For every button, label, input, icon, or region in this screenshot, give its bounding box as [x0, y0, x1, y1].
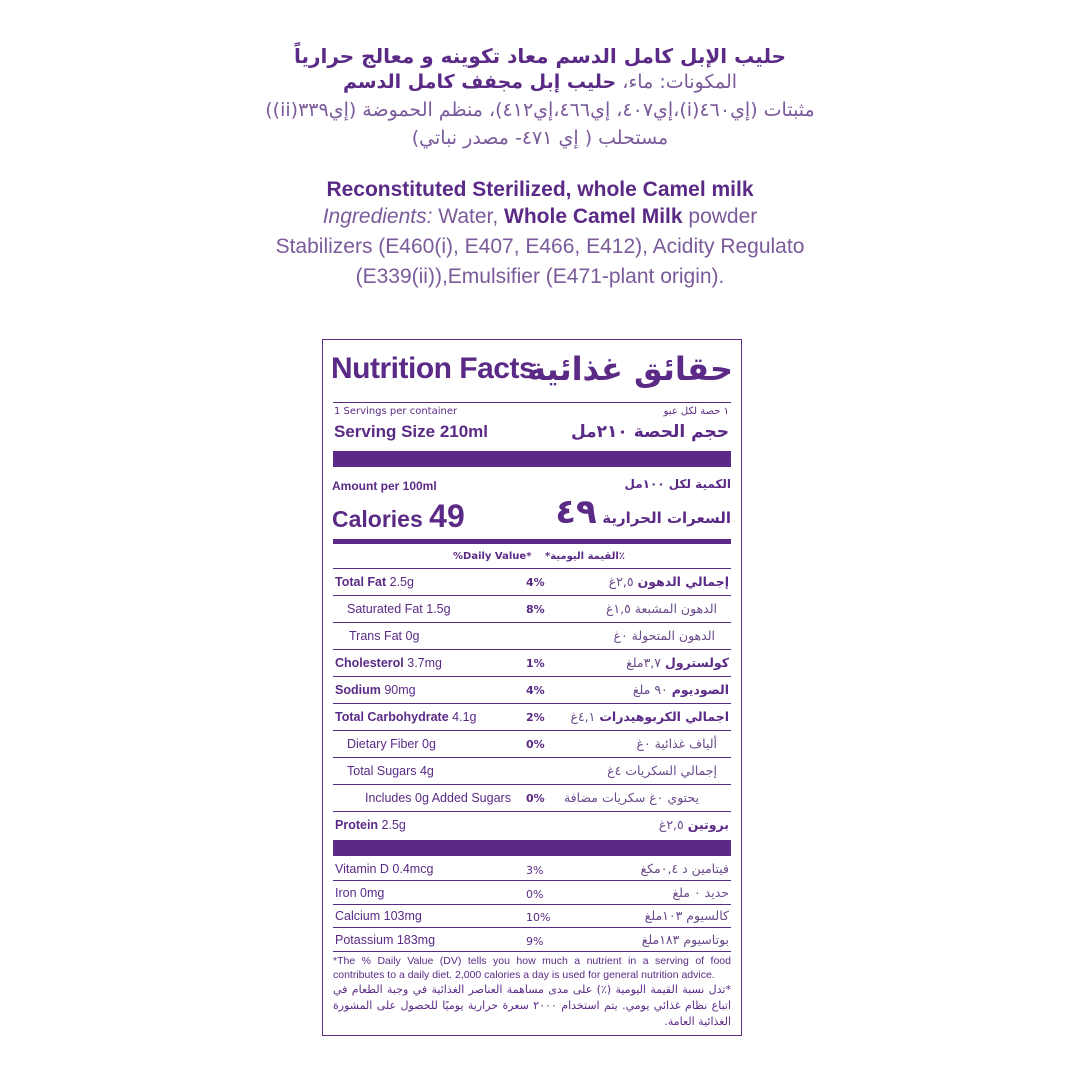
calories-value-ar: ٤٩ — [555, 492, 597, 532]
nutrient-label-ar — [609, 574, 729, 589]
nutrient-daily-value: 0% — [526, 792, 545, 805]
nutrient-label-en — [365, 791, 511, 805]
calories-label-ar: السعرات الحرارية — [602, 509, 731, 527]
servings-per-container-en: 1 Servings per container — [334, 406, 458, 417]
nutrient-row — [333, 650, 731, 677]
vitamin-label-en: Iron 0mg — [335, 885, 385, 900]
nutrient-name-ar: اجمالي الكربوهيدرات — [599, 709, 729, 724]
vitamin-label-en: Vitamin D 0.4mcg — [335, 862, 434, 876]
nutrient-label-ar — [633, 682, 729, 697]
vitamin-label-ar: فيتامين د ٠,٤مكغ — [640, 861, 729, 876]
thick-divider — [333, 451, 731, 467]
daily-value-header-en: %Daily Value* — [453, 551, 532, 562]
row-divider — [333, 951, 731, 952]
servings-per-container-ar: ١ حصة لكل عبو — [663, 406, 729, 417]
calories-label-en: Calories — [332, 506, 423, 532]
panel-title-ar: حقائق غذائية — [527, 350, 733, 388]
serving-size-en: Serving Size 210ml — [334, 422, 489, 441]
nutrient-row — [333, 731, 731, 758]
nutrient-amount-en: Saturated Fat 1.5g — [347, 602, 451, 616]
vitamin-row — [333, 882, 731, 905]
vitamin-label-en: Potassium 183mg — [335, 932, 436, 947]
nutrient-amount-ar: ٣,٧ملغ — [626, 655, 665, 670]
nutrient-amount-ar: الدهون المتحولة ٠غ — [613, 628, 715, 643]
nutrient-label-ar — [659, 817, 729, 832]
amount-per-ar: الكمية لكل ١٠٠مل — [624, 477, 731, 491]
nutrient-amount-ar: ٢,٥غ — [658, 817, 688, 832]
vitamin-row — [333, 929, 731, 952]
nutrient-label-ar — [626, 655, 729, 670]
arabic-stabilizers-line: مثبتات (إي٤٦٠(i)،إي٤٠٧، إي٤٦٦،إي٤١٢)، منظم الحموضة (إي٣٣٩(ii)) — [265, 99, 815, 121]
nutrient-name-ar: كولسترول — [664, 655, 729, 670]
arabic-ingredients-milk: حليب إبل مجفف كامل الدسم — [342, 71, 617, 93]
nutrient-daily-value: 4% — [526, 576, 545, 589]
arabic-emulsifier-line: مستحلب ( إي ٤٧١- مصدر نباتي) — [411, 127, 669, 149]
calories-ar — [547, 492, 731, 532]
vitamin-row — [333, 905, 731, 928]
vitamin-daily-value: 3% — [526, 864, 544, 877]
nutrient-row — [333, 812, 731, 839]
arabic-ingredients-label: المكونات: ماء، — [616, 71, 738, 93]
nutrient-amount-en: 90mg — [380, 683, 416, 697]
medium-divider — [333, 539, 731, 544]
nutrient-amount-en: 2.5g — [386, 575, 414, 589]
nutrient-label-en — [335, 710, 476, 724]
serving-size-ar: حجم الحصة ٢١٠مل — [570, 422, 729, 442]
english-emulsifier-line: (E339(ii)),Emulsifier (E471-plant origin). — [355, 265, 725, 288]
amount-per-en: Amount per 100ml — [332, 479, 437, 493]
ingredients-block — [0, 40, 1080, 292]
nutrient-label-ar — [637, 736, 717, 751]
english-product-title: Reconstituted Sterilized, whole Camel milk — [326, 178, 754, 201]
english-stabilizers-line: Stabilizers (E460(i), E407, E466, E412), Acidity Regulato — [275, 235, 805, 258]
nutrient-row — [333, 704, 731, 731]
nutrient-amount-en: Total Sugars 4g — [347, 764, 434, 778]
nutrient-name-en: Protein — [335, 818, 379, 832]
nutrient-name-ar: الصوديوم — [671, 682, 729, 697]
arabic-product-title: حليب الإبل كامل الدسم معاد تكوينه و معالج حرارياً — [293, 44, 787, 68]
nutrient-label-ar — [607, 763, 717, 778]
nutrient-name-en: Sodium — [335, 683, 381, 697]
nutrient-amount-ar: إجمالي السكريات ٤غ — [607, 763, 717, 778]
nutrient-name-en: Cholesterol — [335, 656, 404, 670]
nutrient-daily-value: 4% — [526, 684, 545, 697]
nutrient-name-ar: إجمالي الدهون — [637, 574, 729, 589]
nutrient-amount-en: 3.7mg — [403, 656, 442, 670]
footnote-en: *The % Daily Value (DV) tells you how much a nutrient in a serving of food contributes to a daily diet. 2,000 calories a day is used for general nutrition advice. — [333, 955, 731, 981]
nutrient-amount-en: Dietary Fiber 0g — [347, 737, 436, 751]
nutrient-row — [333, 677, 731, 704]
nutrient-amount-ar: الدهون المشبعة ١,٥غ — [605, 601, 717, 616]
nutrient-daily-value: 0% — [526, 738, 545, 751]
nutrient-row — [333, 758, 731, 785]
nutrient-label-en — [347, 737, 436, 751]
nutrient-row — [333, 785, 731, 812]
nutrient-amount-ar: يحتوي ٠غ سكريات مضافة — [563, 790, 699, 805]
nutrient-name-en: Total Fat — [335, 575, 387, 589]
english-ingredients-milk: Whole Camel Milk — [504, 205, 683, 228]
nutrient-amount-en: 4.1g — [448, 710, 477, 724]
nutrient-amount-ar: ٢,٥غ — [608, 574, 638, 589]
nutrient-daily-value: 8% — [526, 603, 545, 616]
nutrition-facts-panel — [322, 339, 742, 1036]
nutrient-row — [333, 569, 731, 596]
nutrient-row — [333, 623, 731, 650]
vitamin-daily-value: 0% — [526, 887, 544, 901]
vitamin-label-ar: بوتاسيوم ١٨٣ملغ — [641, 931, 729, 947]
nutrient-label-ar — [606, 601, 717, 616]
nutrient-row — [333, 596, 731, 623]
english-ingredients-line — [0, 202, 1080, 232]
nutrient-label-ar — [564, 790, 699, 805]
nutrient-daily-value: 2% — [526, 711, 545, 724]
nutrient-label-ar — [570, 709, 729, 724]
panel-title-en: Nutrition Facts — [331, 352, 536, 385]
nutrient-amount-en: 2.5g — [378, 818, 406, 832]
footnote-ar: *تدل نسبة القيمة اليومية (٪) على مدى مساهمة العناصر الغذائية في وجبة الطعام في اتباع نظام غذائي يومي. يتم استخدام ٢٠٠٠ سعرة حرارية يوميًا للحصول على المشورة الغذائية العامة. — [333, 983, 732, 1028]
calories-value-en: 49 — [429, 498, 465, 534]
nutrient-label-en — [335, 818, 406, 832]
calories-en — [332, 498, 465, 535]
vitamin-row — [333, 858, 731, 881]
nutrient-name-en: Total Carbohydrate — [335, 710, 449, 724]
nutrient-amount-en: Includes 0g Added Sugars — [365, 791, 511, 805]
daily-value-header-ar: ٪القيمة اليومية* — [545, 551, 625, 562]
divider — [333, 402, 731, 403]
nutrient-amount-ar: ألياف غذائية ٠غ — [636, 736, 717, 751]
nutrient-label-ar — [613, 628, 715, 643]
english-ingredients-powder: powder — [682, 205, 758, 228]
panel-header — [331, 346, 733, 400]
nutrient-label-en — [347, 602, 451, 616]
vitamin-daily-value: 10% — [526, 911, 551, 924]
nutrient-label-en — [335, 656, 442, 670]
nutrient-amount-ar: ٩٠ ملغ — [632, 682, 672, 697]
vitamin-label-ar: حديد ٠ ملغ — [672, 884, 729, 900]
nutrient-label-en — [347, 764, 434, 778]
vitamin-label-en: Calcium 103mg — [335, 909, 422, 923]
vitamin-daily-value: 9% — [526, 934, 544, 948]
nutrient-amount-en: Trans Fat 0g — [349, 629, 420, 643]
vitamin-label-ar: كالسيوم ١٠٣ملغ — [644, 908, 729, 923]
nutrient-amount-ar: ٤,١غ — [570, 709, 600, 724]
nutrient-daily-value: 1% — [526, 657, 545, 670]
nutrient-name-ar: بروتين — [687, 817, 729, 832]
nutrient-label-en — [335, 575, 414, 589]
nutrient-label-en — [349, 629, 419, 643]
nutrient-label-en — [335, 683, 416, 697]
english-ingredients-label: Ingredients: — [322, 205, 433, 228]
english-ingredients-water: Water, — [432, 205, 505, 228]
arabic-ingredients-line — [0, 68, 1080, 96]
thick-divider — [333, 840, 731, 856]
